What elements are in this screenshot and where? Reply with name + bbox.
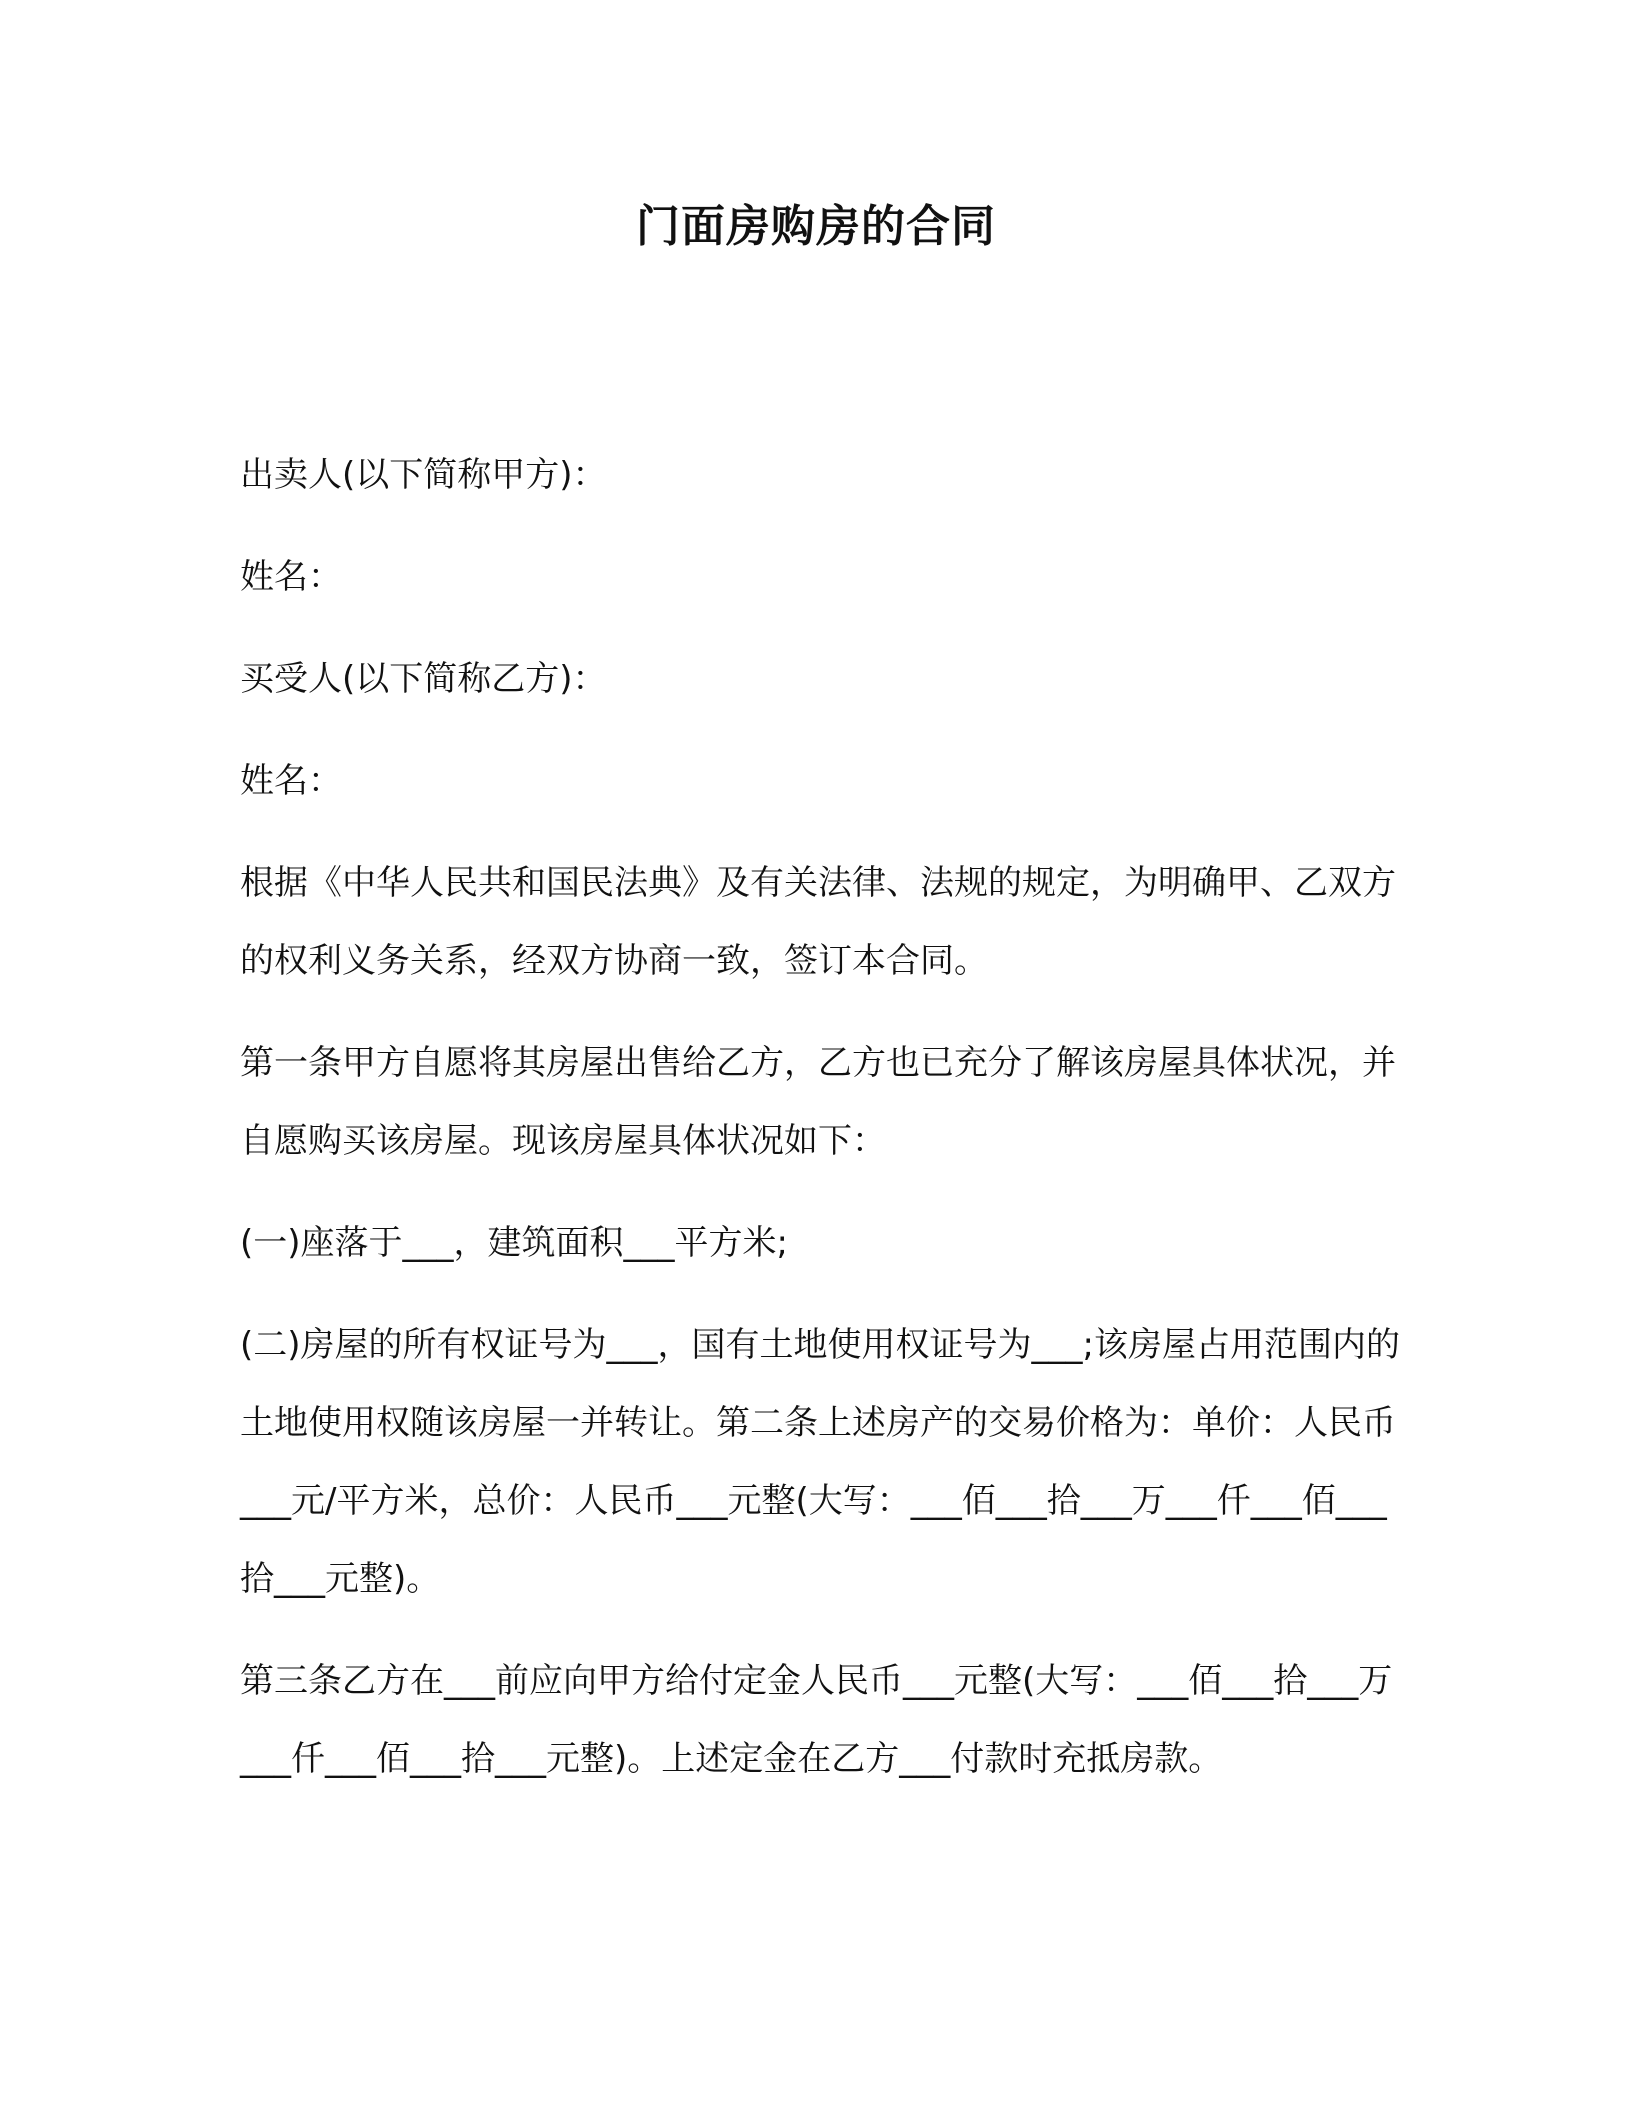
property-location-item: (一)座落于___，建筑面积___平方米; (240, 1223, 788, 1263)
document-body (240, 436, 1400, 1822)
buyer-label: 买受人(以下简称乙方)： (240, 659, 607, 699)
document-title: 门面房购房的合同 (636, 201, 996, 252)
seller-name-label: 姓名： (240, 557, 342, 597)
preamble-paragraph: 根据《中华人民共和国民法典》及有关法律、法规的规定，为明确甲、乙双方的权利义务关系，经双方协商一致，签订本合同。 (240, 863, 1396, 981)
seller-label: 出卖人(以下简称甲方)： (240, 455, 607, 495)
article-3-paragraph: 第三条乙方在___前应向甲方给付定金人民币___元整(大写：___佰___拾___万___仟___佰___拾___元整)。上述定金在乙方___付款时充抵房款。 (240, 1661, 1393, 1779)
article-1-paragraph: 第一条甲方自愿将其房屋出售给乙方，乙方也已充分了解该房屋具体状况，并自愿购买该房屋。现该房屋具体状况如下： (240, 1043, 1396, 1161)
buyer-name-label: 姓名： (240, 761, 342, 801)
property-certificate-item: (二)房屋的所有权证号为___，国有土地使用权证号为___;该房屋占用范围内的土地使用权随该房屋一并转让。第二条上述房产的交易价格为：单价：人民币___元/平方米，总价：人民币___元整(大写：___佰___拾___万___仟___佰___拾___元整)。 (240, 1325, 1400, 1599)
